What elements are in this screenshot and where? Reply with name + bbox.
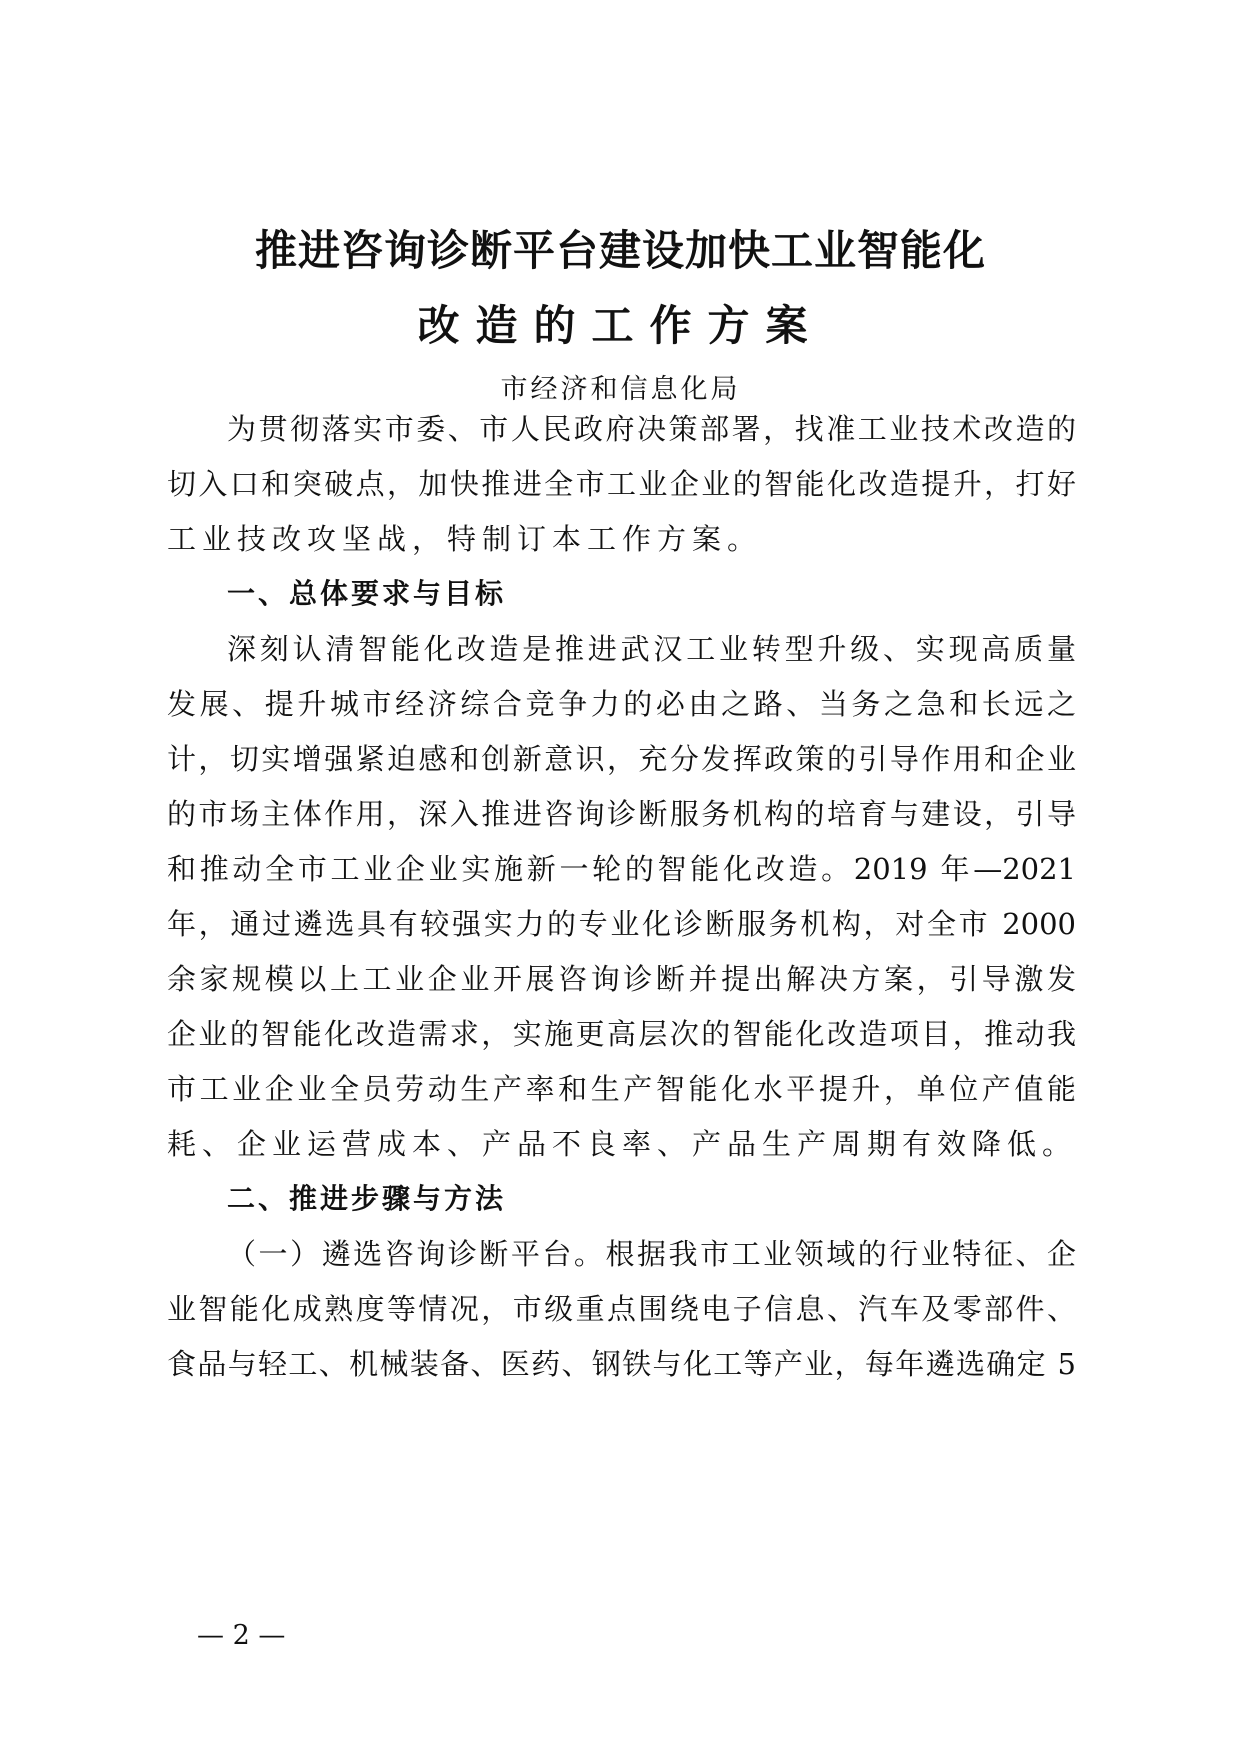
paragraph-line: 市工业企业全员劳动生产率和生产智能化水平提升，单位产值能 <box>167 1072 1076 1106</box>
paragraph-line: 为贯彻落实市委、市人民政府决策部署，找准工业技术改造的 <box>227 412 1076 446</box>
paragraph-line: 工业技改攻坚战，特制订本工作方案。 <box>167 522 763 556</box>
paragraph-line: 深刻认清智能化改造是推进武汉工业转型升级、实现高质量 <box>227 632 1076 666</box>
document-author: 市经济和信息化局 <box>500 374 741 405</box>
paragraph-line: 余家规模以上工业企业开展咨询诊断并提出解决方案，引导激发 <box>167 962 1076 996</box>
document-title-line-2: 改造的工作方案 <box>417 301 824 350</box>
document-title-line-1: 推进咨询诊断平台建设加快工业智能化 <box>254 226 986 275</box>
paragraph-line: 和推动全市工业企业实施新一轮的智能化改造。2019 年—2021 <box>167 852 1076 886</box>
paragraph-line: （一）遴选咨询诊断平台。根据我市工业领域的行业特征、企 <box>227 1237 1076 1271</box>
paragraph-line: 计，切实增强紧迫感和创新意识，充分发挥政策的引导作用和企业 <box>167 742 1076 776</box>
paragraph-line: 发展、提升城市经济综合竞争力的必由之路、当务之急和长远之 <box>167 687 1076 721</box>
paragraph-line: 企业的智能化改造需求，实施更高层次的智能化改造项目，推动我 <box>167 1017 1076 1051</box>
page-number: — 2 — <box>197 1620 286 1651</box>
section-heading: 一、总体要求与目标 <box>227 577 507 610</box>
paragraph-line: 的市场主体作用，深入推进咨询诊断服务机构的培育与建设，引导 <box>167 797 1076 831</box>
paragraph-line: 切入口和突破点，加快推进全市工业企业的智能化改造提升，打好 <box>167 467 1076 501</box>
paragraph-line: 年，通过遴选具有较强实力的专业化诊断服务机构，对全市 2000 <box>167 907 1076 941</box>
paragraph-line: 业智能化成熟度等情况，市级重点围绕电子信息、汽车及零部件、 <box>167 1292 1076 1326</box>
paragraph-line: 耗、企业运营成本、产品不良率、产品生产周期有效降低。 <box>167 1127 1078 1161</box>
section-heading: 二、推进步骤与方法 <box>227 1182 507 1215</box>
paragraph-line: 食品与轻工、机械装备、医药、钢铁与化工等产业，每年遴选确定 5 <box>167 1347 1076 1381</box>
